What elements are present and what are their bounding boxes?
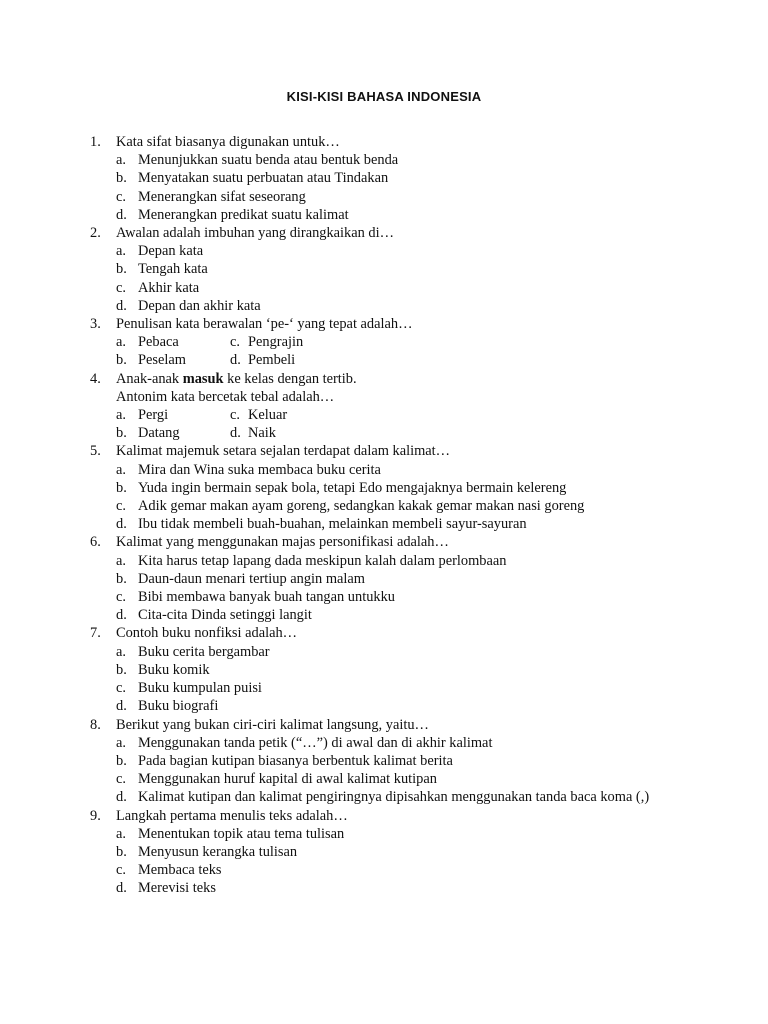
option [90, 479, 710, 497]
option-row [90, 351, 710, 369]
option-row [90, 333, 710, 351]
option-text: Keluar [248, 407, 288, 424]
question-text: Kata sifat biasanya digunakan untuk… [116, 134, 340, 150]
question-5 [90, 442, 710, 460]
option-text: Pebaca [138, 334, 179, 351]
option-letter: b. [116, 570, 127, 587]
option-text: Naik [248, 425, 276, 442]
option-letter: d. [116, 607, 127, 624]
option [90, 570, 710, 588]
question-continuation: Antonim kata bercetak tebal adalah… [116, 388, 335, 405]
option-letter: b. [116, 479, 127, 496]
option-text: Bibi membawa banyak buah tangan untukku [138, 589, 395, 606]
question-4 [90, 370, 710, 388]
option-letter: a. [116, 243, 126, 260]
option [90, 188, 710, 206]
option-text: Cita-cita Dinda setinggi langit [138, 607, 312, 624]
question-number: 4. [90, 370, 101, 387]
question-text: Kalimat yang menggunakan majas personifikasi adalah… [116, 534, 449, 551]
option-text: Menggunakan huruf kapital di awal kalimat kutipan [138, 771, 437, 788]
option-letter: c. [116, 498, 126, 515]
option-row [90, 406, 710, 424]
option-text: Pada bagian kutipan biasanya berbentuk kalimat berita [138, 752, 453, 769]
option-row [90, 424, 710, 442]
option-letter: d. [116, 880, 127, 897]
option [90, 752, 710, 770]
option [90, 497, 710, 515]
question-3 [90, 315, 710, 333]
question-number: 8. [90, 716, 101, 733]
option-letter: d. [116, 789, 127, 806]
option-text: Mira dan Wina suka membaca buku cerita [138, 461, 381, 478]
option-text: Ibu tidak membeli buah-buahan, melainkan membeli sayur-sayuran [138, 516, 527, 533]
question-number: 5. [90, 443, 101, 460]
option-letter: a. [116, 734, 126, 751]
option [90, 552, 710, 570]
option-text: Tengah kata [138, 261, 208, 278]
option [90, 588, 710, 606]
option [90, 879, 710, 897]
option-letter: b. [116, 843, 127, 860]
question-6 [90, 533, 710, 551]
option [90, 643, 710, 661]
option-text: Menerangkan sifat seseorang [138, 188, 306, 205]
option [90, 279, 710, 297]
option-letter: c. [116, 771, 126, 788]
option-letter: c. [116, 862, 126, 879]
option-letter: d. [230, 352, 241, 369]
option-text: Menyatakan suatu perbuatan atau Tindakan [138, 170, 389, 187]
option [90, 461, 710, 479]
option-text: Pengrajin [248, 334, 304, 351]
option [90, 260, 710, 278]
option [90, 297, 710, 315]
question-number: 1. [90, 134, 101, 150]
option-text: Buku kumpulan puisi [138, 680, 262, 697]
question-number: 9. [90, 807, 101, 824]
option-letter: a. [116, 643, 126, 660]
question-number: 2. [90, 225, 101, 242]
option [90, 861, 710, 879]
option-letter: c. [116, 680, 126, 697]
option [90, 679, 710, 697]
option [90, 242, 710, 260]
option [90, 169, 710, 187]
option-text: Menyusun kerangka tulisan [138, 843, 298, 860]
option-text: Menentukan topik atau tema tulisan [138, 825, 345, 842]
option-text: Depan kata [138, 243, 204, 260]
question-text: Contoh buku nonfiksi adalah… [116, 625, 298, 642]
option-letter: c. [230, 407, 240, 424]
option-letter: c. [116, 589, 126, 606]
option-text: Kita harus tetap lapang dada meskipun kalah dalam perlombaan [138, 552, 507, 569]
option-text: Menunjukkan suatu benda atau bentuk benda [138, 152, 399, 169]
option-letter: d. [116, 206, 127, 223]
option [90, 825, 710, 843]
question-text: Penulisan kata berawalan ‘pe-‘ yang tepat adalah… [116, 316, 413, 333]
option-letter: d. [230, 425, 241, 442]
option [90, 515, 710, 533]
option-letter: b. [116, 661, 127, 678]
option-letter: d. [116, 297, 127, 314]
option-text: Depan dan akhir kata [138, 297, 261, 314]
page-title: KISI-KISI BAHASA INDONESIA [286, 89, 482, 104]
option-letter: a. [116, 825, 126, 842]
question-number: 7. [90, 625, 101, 642]
option-text: Pergi [138, 407, 169, 424]
question-text: Kalimat majemuk setara sejalan terdapat dalam kalimat… [116, 443, 451, 460]
question-number: 3. [90, 316, 101, 333]
option-letter: a. [116, 407, 126, 424]
option-text: Pembeli [248, 352, 296, 369]
option-letter: a. [116, 334, 126, 351]
option-letter: d. [116, 516, 127, 533]
question-8 [90, 716, 710, 734]
question-7 [90, 624, 710, 642]
option [90, 843, 710, 861]
option [90, 788, 710, 806]
option-letter: a. [116, 461, 126, 478]
bold-word: masuk [182, 370, 224, 387]
option-letter: c. [116, 188, 126, 205]
option [90, 206, 710, 224]
option-text: Adik gemar makan ayam goreng, sedangkan kakak gemar makan nasi goreng [138, 498, 585, 515]
option-letter: c. [230, 334, 240, 351]
option-letter: a. [116, 152, 126, 169]
option-letter: b. [116, 261, 127, 278]
question-text: Langkah pertama menulis teks adalah… [116, 807, 348, 824]
option [90, 734, 710, 752]
option-letter: b. [116, 752, 127, 769]
question-2 [90, 224, 710, 242]
question-9 [90, 807, 710, 825]
option-letter: b. [116, 170, 127, 187]
question-number: 6. [90, 534, 101, 551]
option-text: Daun-daun menari tertiup angin malam [138, 570, 365, 587]
question-text: Berikut yang bukan ciri-ciri kalimat langsung, yaitu… [116, 716, 429, 733]
option-text: Yuda ingin bermain sepak bola, tetapi Edo mengajaknya bermain kelereng [138, 479, 567, 496]
option-letter: d. [116, 698, 127, 715]
option-text: Buku komik [138, 661, 210, 678]
option-text: Merevisi teks [138, 880, 216, 897]
option-text: Menerangkan predikat suatu kalimat [138, 206, 349, 223]
question-text: Awalan adalah imbuhan yang dirangkaikan di… [116, 225, 395, 242]
option-text: Buku cerita bergambar [138, 643, 270, 660]
question-text-post: ke kelas dengan tertib. [223, 370, 357, 387]
option [90, 697, 710, 715]
option [90, 770, 710, 788]
option-letter: a. [116, 552, 126, 569]
question-text-pre: Anak-anak [116, 370, 183, 387]
option-text: Menggunakan tanda petik (“…”) di awal dan di akhir kalimat [138, 734, 493, 751]
option [90, 151, 710, 169]
option [90, 606, 710, 624]
option-letter: c. [116, 279, 126, 296]
option-text: Peselam [138, 352, 186, 369]
option-text: Akhir kata [138, 279, 200, 296]
question-1 [90, 133, 710, 151]
option [90, 661, 710, 679]
question-list [90, 133, 710, 898]
option-text: Membaca teks [138, 862, 222, 879]
option-letter: b. [116, 425, 127, 442]
option-text: Kalimat kutipan dan kalimat pengiringnya dipisahkan menggunakan tanda baca koma (,) [138, 789, 650, 806]
option-text: Datang [138, 425, 180, 442]
option-letter: b. [116, 352, 127, 369]
option-text: Buku biografi [138, 698, 219, 715]
